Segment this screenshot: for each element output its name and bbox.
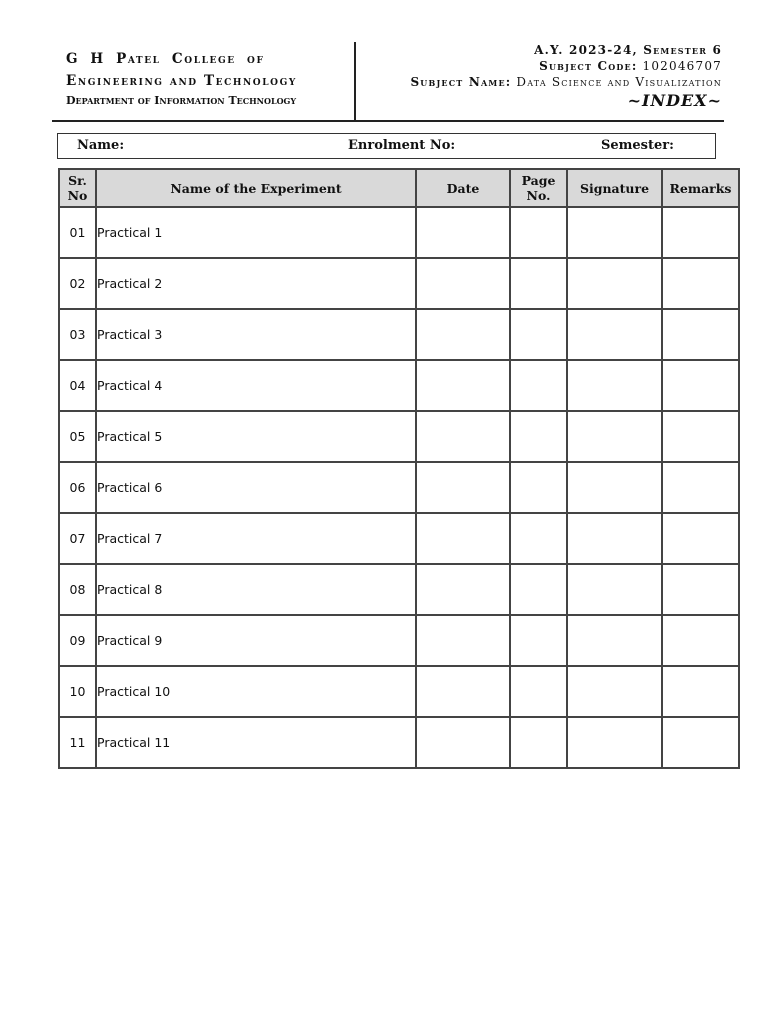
row-date-cell [416,360,510,411]
college-name-line1: G H Patel College of [66,51,265,67]
row-sr-no: 08 [59,564,96,615]
row-sr-no: 11 [59,717,96,768]
table-row [59,411,739,462]
row-signature-cell [567,564,662,615]
table-row [59,309,739,360]
row-remarks-cell [662,411,739,462]
row-signature-cell [567,513,662,564]
header-signature: Signature [567,169,662,207]
college-name-line2: Engineering and Technology [66,73,297,89]
header-page-no: Page No. [510,169,567,207]
row-signature-cell [567,309,662,360]
row-remarks-cell [662,615,739,666]
student-info-bar [57,133,716,159]
table-row [59,666,739,717]
row-page-no-cell [510,564,567,615]
table-row [59,258,739,309]
row-date-cell [416,564,510,615]
row-sr-no: 10 [59,666,96,717]
row-sr-no: 07 [59,513,96,564]
academic-year: A.Y. 2023-24, Semester 6 [534,43,722,57]
row-signature-cell [567,360,662,411]
row-experiment-name: Practical 8 [96,564,416,615]
row-experiment-name: Practical 11 [96,717,416,768]
row-date-cell [416,207,510,258]
row-remarks-cell [662,666,739,717]
index-title: ~INDEX~ [627,91,722,110]
row-sr-no: 09 [59,615,96,666]
row-signature-cell [567,666,662,717]
row-remarks-cell [662,462,739,513]
header-experiment-name: Name of the Experiment [96,169,416,207]
row-date-cell [416,666,510,717]
row-sr-no: 02 [59,258,96,309]
row-sr-no: 03 [59,309,96,360]
row-date-cell [416,513,510,564]
row-page-no-cell [510,615,567,666]
row-experiment-name: Practical 3 [96,309,416,360]
row-date-cell [416,615,510,666]
subject-name-line [410,74,722,90]
row-signature-cell [567,615,662,666]
row-date-cell [416,258,510,309]
row-signature-cell [567,207,662,258]
row-signature-cell [567,258,662,309]
row-remarks-cell [662,513,739,564]
row-page-no-cell [510,309,567,360]
row-sr-no: 04 [59,360,96,411]
table-row [59,513,739,564]
row-date-cell [416,717,510,768]
index-table [58,168,740,769]
course-info-block [410,42,722,112]
header-horizontal-divider [52,120,724,122]
subject-name-value: Data Science and Visualization [516,75,722,89]
header-vertical-divider [354,42,356,120]
table-row [59,462,739,513]
subject-code-label: Subject Code: [539,59,638,73]
row-page-no-cell [510,411,567,462]
row-experiment-name: Practical 10 [96,666,416,717]
header-remarks: Remarks [662,169,739,207]
table-row [59,564,739,615]
row-signature-cell [567,717,662,768]
row-remarks-cell [662,309,739,360]
page-header [0,0,768,125]
semester-label: Semester: [601,138,674,153]
department-name: Department of Information Technology [66,94,297,107]
row-remarks-cell [662,360,739,411]
row-remarks-cell [662,564,739,615]
subject-name-label: Subject Name: [410,75,512,89]
row-date-cell [416,309,510,360]
table-row [59,207,739,258]
row-sr-no: 06 [59,462,96,513]
name-label: Name: [77,138,125,153]
row-experiment-name: Practical 5 [96,411,416,462]
row-page-no-cell [510,513,567,564]
subject-code-line [410,58,722,74]
row-remarks-cell [662,258,739,309]
table-row [59,360,739,411]
college-block [66,48,346,111]
row-date-cell [416,462,510,513]
row-page-no-cell [510,717,567,768]
row-experiment-name: Practical 2 [96,258,416,309]
row-signature-cell [567,411,662,462]
enrolment-label: Enrolment No: [348,138,456,153]
header-sr-no: Sr. No [59,169,96,207]
row-sr-no: 01 [59,207,96,258]
row-page-no-cell [510,258,567,309]
row-experiment-name: Practical 4 [96,360,416,411]
row-signature-cell [567,462,662,513]
row-remarks-cell [662,717,739,768]
table-row [59,615,739,666]
row-experiment-name: Practical 9 [96,615,416,666]
row-page-no-cell [510,462,567,513]
row-page-no-cell [510,207,567,258]
table-header-row [59,169,739,207]
row-date-cell [416,411,510,462]
table-row [59,717,739,768]
row-page-no-cell [510,666,567,717]
row-experiment-name: Practical 6 [96,462,416,513]
row-sr-no: 05 [59,411,96,462]
row-experiment-name: Practical 1 [96,207,416,258]
row-remarks-cell [662,207,739,258]
header-date: Date [416,169,510,207]
subject-code-value: 102046707 [642,59,722,73]
row-experiment-name: Practical 7 [96,513,416,564]
row-page-no-cell [510,360,567,411]
